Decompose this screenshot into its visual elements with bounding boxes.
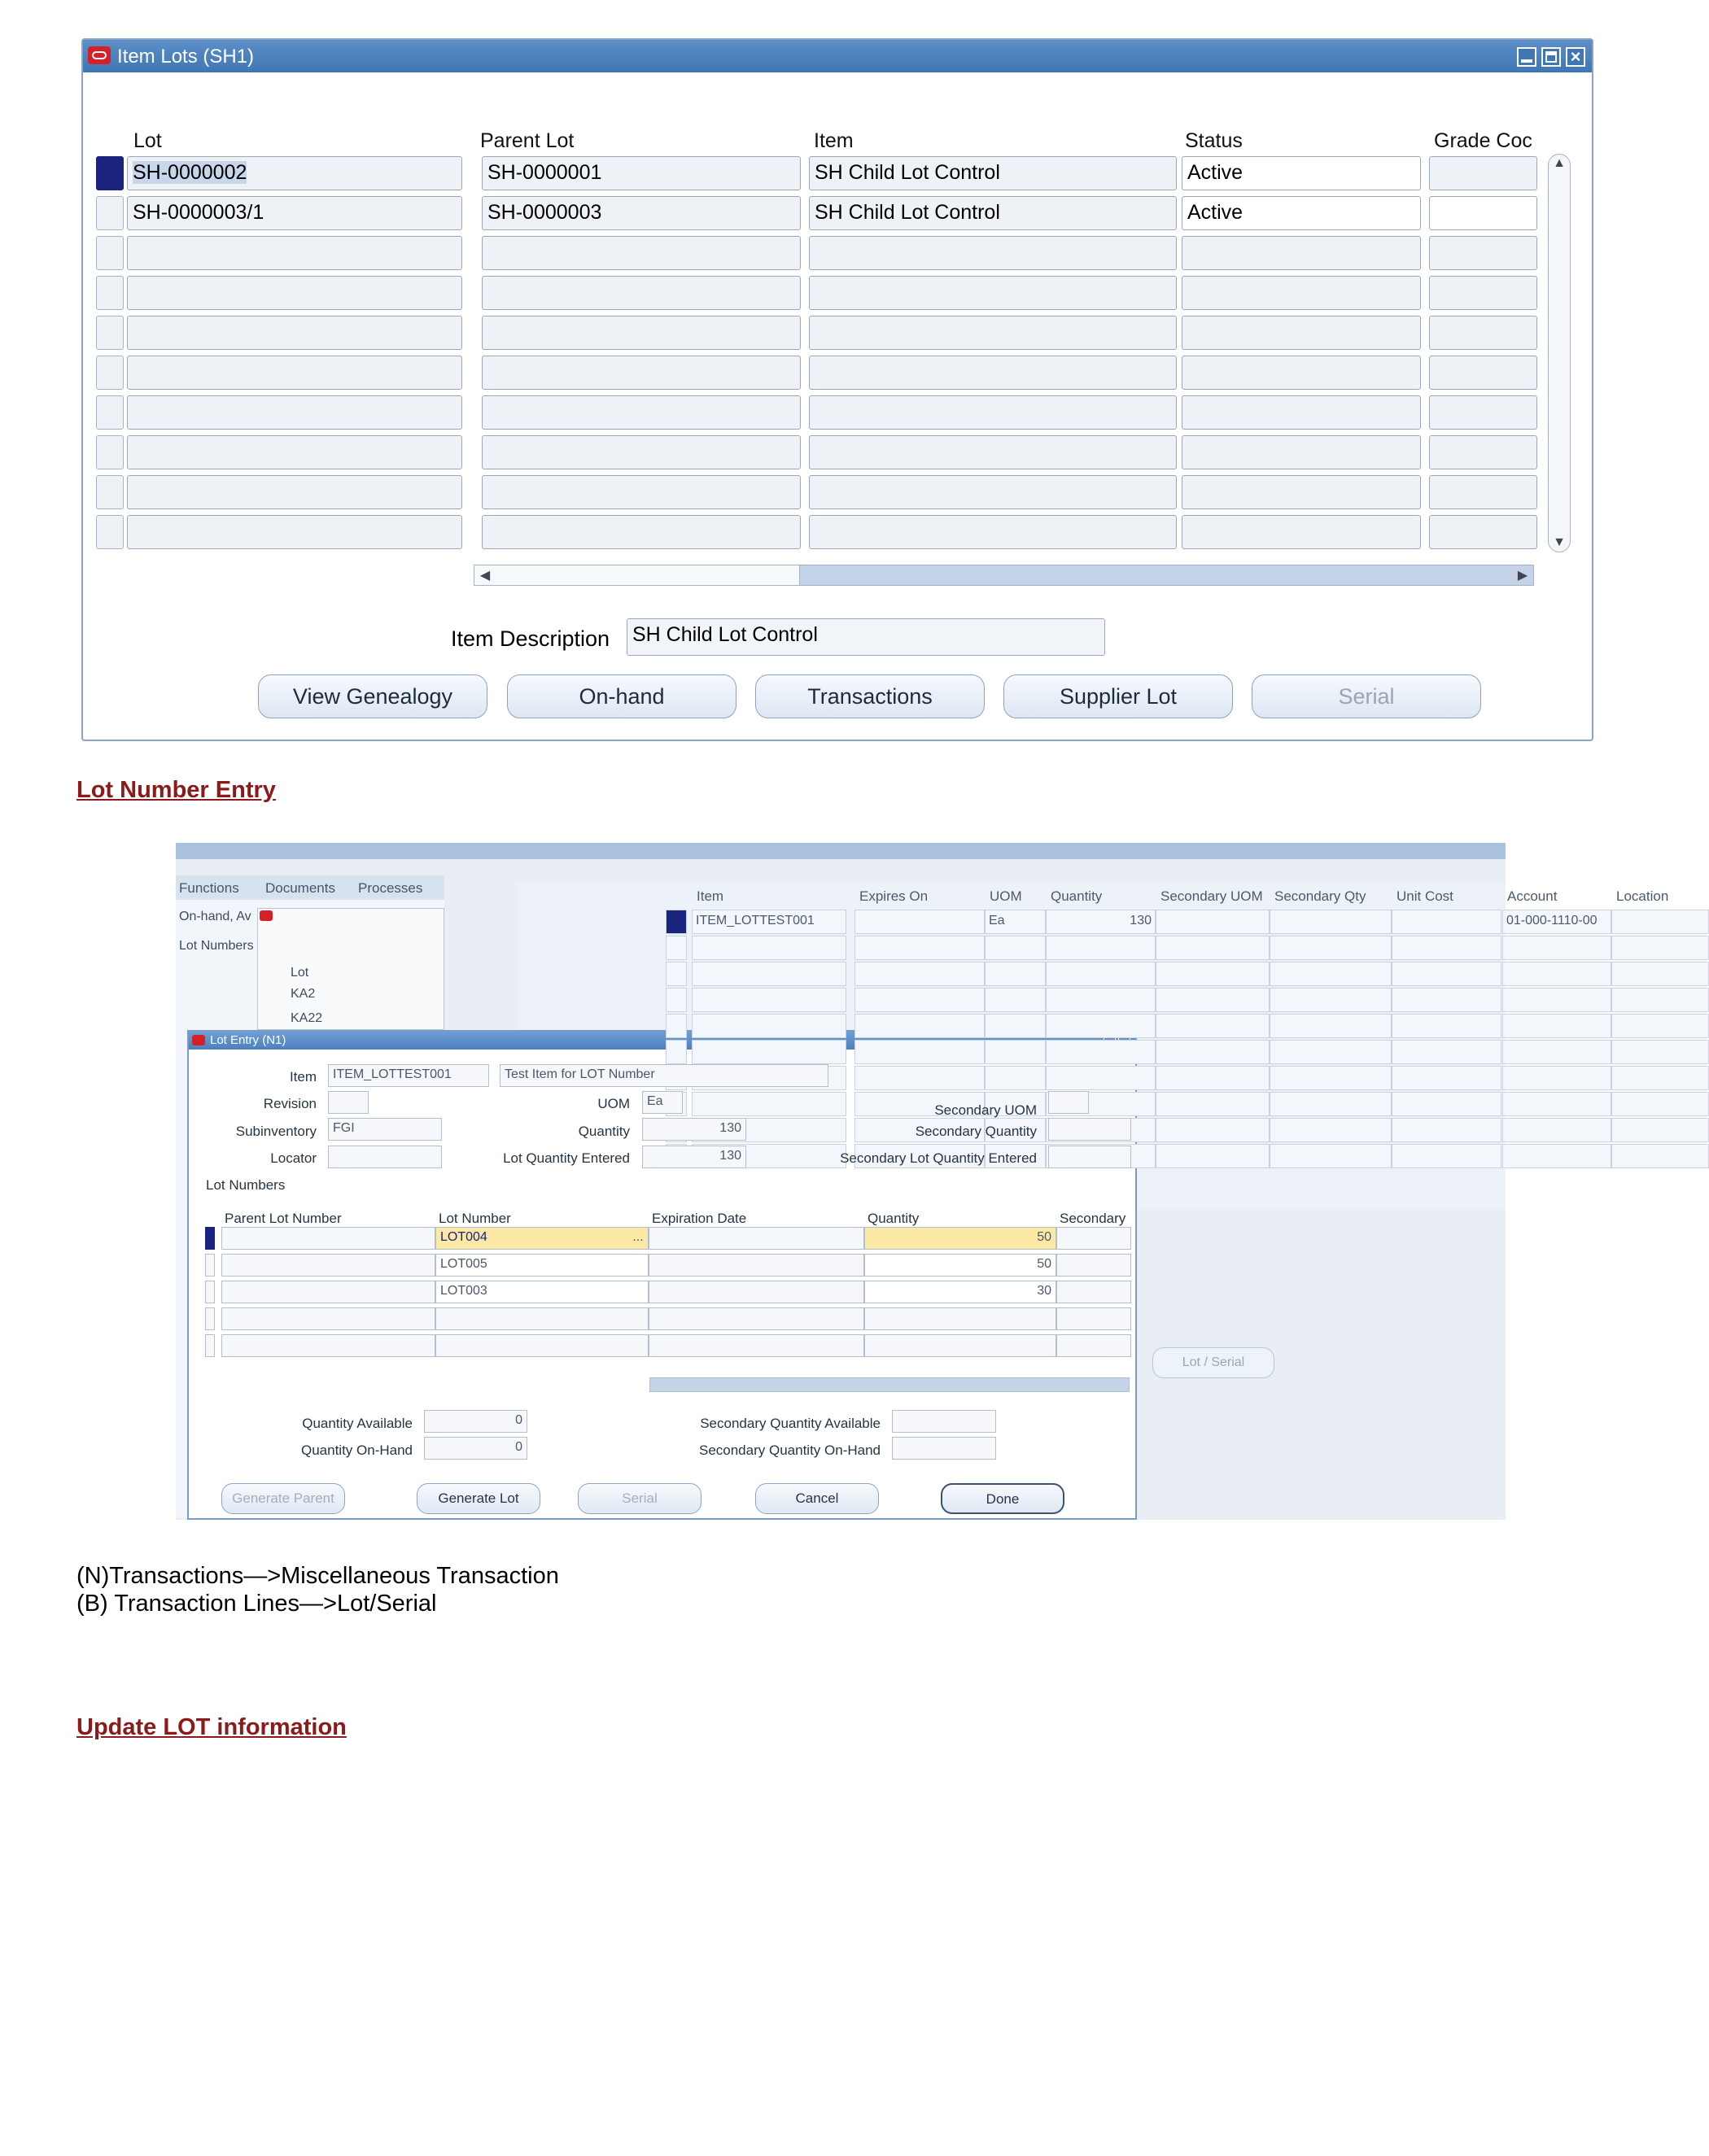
grid-header: Location [1616, 888, 1669, 904]
grid-cell[interactable] [1502, 1144, 1611, 1168]
grid-cell[interactable]: 130 [1046, 910, 1156, 934]
grid-header: Expires On [859, 888, 929, 904]
row-indicator[interactable] [96, 316, 124, 350]
grid-cell[interactable] [692, 962, 846, 986]
empty-cell[interactable] [1429, 435, 1537, 469]
grid-cell[interactable] [1046, 1014, 1156, 1038]
empty-cell[interactable] [1429, 356, 1537, 390]
sec-qty-onhand-field[interactable] [892, 1437, 996, 1460]
grid-cell[interactable] [1611, 962, 1709, 986]
empty-cell[interactable] [127, 276, 462, 310]
grid-cell[interactable] [1611, 1118, 1709, 1142]
empty-cell[interactable] [1182, 356, 1421, 390]
lot-value[interactable]: KA2 [291, 987, 316, 1001]
grid-header: Secondary Qty [1274, 888, 1366, 904]
row-indicator[interactable] [666, 962, 687, 986]
horizontal-scrollbar[interactable] [474, 565, 1534, 586]
empty-cell[interactable] [127, 475, 462, 509]
lot-grid-header: Quantity [868, 1211, 920, 1226]
grid-cell[interactable] [1270, 1066, 1392, 1090]
grid-cell[interactable] [1502, 962, 1611, 986]
update-lot-heading[interactable]: Update LOT information [76, 1714, 347, 1740]
lot-quantity-cell[interactable]: 30 [864, 1281, 1056, 1303]
empty-cell[interactable] [482, 395, 801, 430]
lot-grid-cell[interactable] [221, 1281, 435, 1303]
lot-grid-header: Expiration Date [652, 1211, 747, 1226]
empty-cell[interactable] [1182, 395, 1421, 430]
lot-grid-header: Parent Lot Number [225, 1211, 342, 1226]
oracle-logo-icon [88, 46, 111, 64]
subinventory-label: Subinventory [235, 1124, 317, 1139]
grid-cell[interactable] [1392, 936, 1501, 960]
lot-qty-entered-label: Lot Quantity Entered [503, 1150, 630, 1166]
secondary-uom-label: Secondary UOM [934, 1102, 1037, 1118]
revision-field[interactable] [328, 1091, 369, 1114]
grid-cell[interactable] [1046, 936, 1156, 960]
empty-cell[interactable] [482, 276, 801, 310]
lot-grid-cell[interactable] [864, 1307, 1056, 1330]
grid-header: Item [697, 888, 724, 904]
empty-cell[interactable] [809, 515, 1177, 549]
empty-cell[interactable] [127, 395, 462, 430]
background-title-bar [176, 843, 1506, 859]
row-indicator[interactable] [96, 475, 124, 509]
locator-label: Locator [270, 1150, 317, 1166]
view-genealogy-button[interactable]: View Genealogy [258, 674, 487, 718]
empty-cell[interactable] [482, 316, 801, 350]
scroll-track[interactable] [800, 565, 1533, 585]
sec-qty-available-label: Secondary Quantity Available [700, 1416, 881, 1431]
grid-cell[interactable] [854, 1040, 985, 1064]
empty-cell[interactable] [482, 356, 801, 390]
col-header-item: Item [814, 129, 854, 152]
list-of-values-icon[interactable]: … [632, 1230, 644, 1243]
lot-entry-title: Lot Entry (N1) [210, 1033, 286, 1047]
lot-grid-cell[interactable] [1056, 1254, 1131, 1277]
nav-lot-numbers-label[interactable]: Lot Numbers [179, 939, 254, 953]
uom-label: UOM [597, 1096, 630, 1111]
grid-cell[interactable] [1156, 910, 1270, 934]
grid-header: Unit Cost [1396, 888, 1453, 904]
lot-grid-cell[interactable] [649, 1281, 864, 1303]
qty-onhand-field[interactable]: 0 [424, 1437, 527, 1460]
generate-lot-button[interactable]: Generate Lot [417, 1483, 540, 1514]
grid-cell[interactable] [1502, 1014, 1611, 1038]
nav-onhand-label[interactable]: On-hand, Av [179, 910, 251, 923]
empty-cell[interactable] [1182, 475, 1421, 509]
grid-cell[interactable] [1156, 988, 1270, 1012]
grid-cell[interactable] [1046, 988, 1156, 1012]
status-cell[interactable]: Active [1182, 196, 1421, 230]
grid-cell[interactable] [1502, 936, 1611, 960]
supplier-lot-button[interactable]: Supplier Lot [1003, 674, 1233, 718]
lot-grid-cell[interactable] [221, 1227, 435, 1250]
oracle-logo-icon [192, 1035, 205, 1045]
row-indicator[interactable] [96, 196, 124, 230]
grid-cell[interactable] [1392, 1092, 1501, 1116]
row-indicator[interactable] [205, 1227, 215, 1250]
grid-cell[interactable] [1611, 1066, 1709, 1090]
empty-cell[interactable] [1429, 316, 1537, 350]
grid-cell[interactable] [692, 988, 846, 1012]
grid-cell[interactable] [1502, 988, 1611, 1012]
lot-grid-header: Secondary [1060, 1211, 1126, 1226]
maximize-icon[interactable] [1541, 47, 1561, 67]
lot-number-cell[interactable]: LOT004 [435, 1227, 649, 1250]
empty-cell[interactable] [1182, 515, 1421, 549]
item-description-label: Item Description [451, 626, 610, 651]
grid-cell[interactable] [854, 988, 985, 1012]
quantity-label: Quantity [578, 1124, 630, 1139]
empty-cell[interactable] [809, 356, 1177, 390]
empty-cell[interactable] [1182, 435, 1421, 469]
lot-grid-scrollbar[interactable] [649, 1377, 1130, 1392]
grid-cell[interactable] [1046, 962, 1156, 986]
lot-quantity-cell[interactable]: 50 [864, 1254, 1056, 1277]
lot-number-cell[interactable]: LOT003 [435, 1281, 649, 1303]
empty-cell[interactable] [127, 356, 462, 390]
nav-path-line-2: (B) Transaction Lines—>Lot/Serial [76, 1591, 437, 1617]
item-field[interactable]: ITEM_LOTTEST001 [328, 1064, 489, 1087]
grid-cell[interactable] [1046, 1066, 1156, 1090]
item-lots-title-bar[interactable] [83, 40, 1592, 72]
done-button[interactable]: Done [941, 1483, 1064, 1514]
grid-cell[interactable]: Ea [985, 910, 1046, 934]
grade-code-cell[interactable] [1429, 156, 1537, 190]
secondary-uom-field[interactable] [1048, 1091, 1089, 1114]
on-hand-button[interactable]: On-hand [507, 674, 736, 718]
empty-cell[interactable] [809, 435, 1177, 469]
nav-path-line-1: (N)Transactions—>Miscellaneous Transaction [76, 1563, 559, 1589]
lot-grid-cell[interactable] [1056, 1334, 1131, 1357]
sec-qty-onhand-label: Secondary Quantity On-Hand [698, 1442, 881, 1458]
empty-cell[interactable] [809, 395, 1177, 430]
item-cell[interactable]: SH Child Lot Control [809, 196, 1177, 230]
empty-cell[interactable] [809, 316, 1177, 350]
grid-cell[interactable] [985, 962, 1046, 986]
col-header-grade-code: Grade Coc [1434, 129, 1532, 152]
secondary-quantity-label: Secondary Quantity [915, 1124, 1037, 1139]
grid-cell[interactable] [1156, 1014, 1270, 1038]
grid-cell[interactable] [1156, 1118, 1270, 1142]
lot-serial-button[interactable]: Lot / Serial [1152, 1347, 1274, 1378]
grid-cell[interactable]: ITEM_LOTTEST001 [692, 910, 846, 934]
col-header-parent-lot: Parent Lot [480, 129, 575, 152]
row-indicator[interactable] [96, 435, 124, 469]
empty-cell[interactable] [809, 236, 1177, 270]
row-indicator[interactable] [96, 276, 124, 310]
row-indicator[interactable] [96, 356, 124, 390]
lot-grid-cell[interactable] [221, 1307, 435, 1330]
cancel-button[interactable]: Cancel [755, 1483, 879, 1514]
grid-cell[interactable] [1392, 962, 1501, 986]
empty-cell[interactable] [1182, 276, 1421, 310]
grid-cell[interactable] [1502, 1118, 1611, 1142]
row-indicator[interactable] [205, 1254, 215, 1277]
grid-cell[interactable] [1611, 936, 1709, 960]
scroll-down-icon[interactable]: ▼ [1553, 535, 1566, 549]
grid-cell[interactable] [1611, 1092, 1709, 1116]
item-cell[interactable]: SH Child Lot Control [809, 156, 1177, 190]
tab-processes[interactable]: Processes [358, 880, 423, 896]
grid-cell[interactable] [1270, 936, 1392, 960]
grid-cell[interactable] [692, 1092, 846, 1116]
grid-cell[interactable] [1270, 1040, 1392, 1064]
lot-numbers-label: Lot Numbers [206, 1177, 286, 1193]
grid-cell[interactable] [1270, 1118, 1392, 1142]
row-indicator[interactable] [666, 936, 687, 960]
lot-grid-cell[interactable] [864, 1334, 1056, 1357]
empty-cell[interactable] [1429, 236, 1537, 270]
grid-cell[interactable] [1392, 1040, 1501, 1064]
lot-grid-header: Lot Number [439, 1211, 511, 1226]
lot-grid-cell[interactable] [1056, 1307, 1131, 1330]
row-indicator[interactable] [666, 988, 687, 1012]
grid-cell[interactable] [1156, 936, 1270, 960]
grid-cell[interactable] [1270, 988, 1392, 1012]
grid-cell[interactable] [985, 988, 1046, 1012]
grid-cell[interactable] [1392, 1118, 1501, 1142]
grid-cell[interactable] [854, 1066, 985, 1090]
item-description-field[interactable]: Test Item for LOT Number [500, 1064, 828, 1087]
lot-grid-cell[interactable] [221, 1254, 435, 1277]
empty-cell[interactable] [1429, 276, 1537, 310]
scroll-right-icon[interactable]: ▶ [1517, 569, 1528, 583]
grid-header: Secondary UOM [1160, 888, 1263, 904]
grid-cell[interactable] [854, 936, 985, 960]
grid-cell[interactable] [1392, 910, 1501, 934]
grid-cell[interactable] [1270, 910, 1392, 934]
scroll-up-icon[interactable]: ▲ [1553, 156, 1566, 170]
grid-cell[interactable] [1156, 1066, 1270, 1090]
grid-header: Quantity [1051, 888, 1103, 904]
scroll-thumb[interactable] [474, 565, 800, 585]
grid-cell[interactable] [985, 936, 1046, 960]
grid-header: Account [1507, 888, 1558, 904]
grid-cell[interactable] [1502, 1092, 1611, 1116]
serial-button: Serial [1252, 674, 1481, 718]
lot-grid-cell[interactable] [649, 1254, 864, 1277]
empty-cell[interactable] [1429, 475, 1537, 509]
row-indicator[interactable] [96, 236, 124, 270]
row-indicator[interactable] [205, 1334, 215, 1357]
secondary-lot-qty-field[interactable] [1048, 1146, 1131, 1168]
empty-cell[interactable] [482, 435, 801, 469]
grid-cell[interactable] [1502, 1040, 1611, 1064]
lot-grid-cell[interactable] [435, 1307, 649, 1330]
grid-cell[interactable] [692, 936, 846, 960]
grid-cell[interactable] [985, 1014, 1046, 1038]
empty-cell[interactable] [1429, 515, 1537, 549]
lot-number-cell[interactable]: LOT005 [435, 1254, 649, 1277]
empty-cell[interactable] [1182, 316, 1421, 350]
grid-cell[interactable] [1156, 1040, 1270, 1064]
revision-label: Revision [263, 1096, 317, 1111]
lot-number-entry-heading[interactable]: Lot Number Entry [76, 777, 276, 803]
grid-cell[interactable] [854, 1014, 985, 1038]
empty-cell[interactable] [127, 316, 462, 350]
qty-onhand-label: Quantity On-Hand [300, 1442, 413, 1458]
empty-cell[interactable] [809, 475, 1177, 509]
tab-functions[interactable]: Functions [179, 880, 239, 896]
grid-cell[interactable] [1611, 1014, 1709, 1038]
locator-field[interactable] [328, 1146, 442, 1168]
lot-grid-cell[interactable] [1056, 1281, 1131, 1303]
grid-cell[interactable]: 01-000-1110-00 [1502, 910, 1611, 934]
grid-cell[interactable] [1156, 962, 1270, 986]
empty-cell[interactable] [127, 435, 462, 469]
generate-parent-button: Generate Parent [221, 1483, 345, 1514]
grid-cell[interactable] [1611, 910, 1709, 934]
lot-value[interactable]: KA22 [291, 1011, 323, 1025]
qty-available-field[interactable]: 0 [424, 1410, 527, 1433]
close-icon[interactable]: × [1566, 47, 1585, 67]
empty-cell[interactable] [482, 475, 801, 509]
scroll-left-icon[interactable]: ◀ [479, 569, 491, 583]
lot-cell[interactable]: SH-0000003/1 [127, 196, 462, 230]
sec-qty-available-field[interactable] [892, 1410, 996, 1433]
grid-cell[interactable] [1502, 1066, 1611, 1090]
grid-cell[interactable] [854, 962, 985, 986]
grid-cell[interactable] [1392, 1014, 1501, 1038]
window-title: Item Lots (SH1) [117, 46, 255, 68]
empty-cell[interactable] [1429, 395, 1537, 430]
grid-cell[interactable] [1611, 1040, 1709, 1064]
grid-cell[interactable] [1392, 988, 1501, 1012]
uom-field[interactable]: Ea [642, 1091, 683, 1114]
lot-list-window [257, 908, 444, 1030]
row-indicator[interactable] [96, 395, 124, 430]
lot-grid-cell[interactable] [435, 1334, 649, 1357]
row-indicator[interactable] [666, 910, 687, 934]
grid-cell[interactable] [985, 1066, 1046, 1090]
parent-lot-cell[interactable]: SH-0000001 [482, 156, 801, 190]
lot-grid-cell[interactable] [649, 1307, 864, 1330]
secondary-quantity-field[interactable] [1048, 1118, 1131, 1141]
grid-cell[interactable] [1270, 1144, 1392, 1168]
lot-cell[interactable]: SH-0000002 [127, 156, 462, 190]
row-indicator[interactable] [205, 1307, 215, 1330]
row-indicator[interactable] [96, 515, 124, 549]
parent-lot-cell[interactable]: SH-0000003 [482, 196, 801, 230]
lot-grid-cell[interactable] [649, 1334, 864, 1357]
grid-header: UOM [990, 888, 1022, 904]
status-cell[interactable]: Active [1182, 156, 1421, 190]
empty-cell[interactable] [1182, 236, 1421, 270]
quantity-field[interactable]: 130 [642, 1118, 746, 1141]
grid-cell[interactable] [1611, 988, 1709, 1012]
col-header-status: Status [1185, 129, 1243, 152]
grid-cell[interactable] [1156, 1144, 1270, 1168]
lot-grid-cell[interactable] [649, 1227, 864, 1250]
empty-cell[interactable] [127, 236, 462, 270]
vertical-scrollbar[interactable] [1548, 154, 1571, 552]
transactions-button[interactable]: Transactions [755, 674, 985, 718]
secondary-lot-qty-label: Secondary Lot Quantity Entered [840, 1150, 1037, 1166]
empty-cell[interactable] [482, 236, 801, 270]
grid-cell[interactable] [1392, 1144, 1501, 1168]
row-indicator[interactable] [666, 1014, 687, 1038]
lot-qty-entered-field[interactable]: 130 [642, 1146, 746, 1168]
grade-code-cell[interactable] [1429, 196, 1537, 230]
lot-grid-cell[interactable] [1056, 1227, 1131, 1250]
grid-cell[interactable] [985, 1040, 1046, 1064]
grid-cell[interactable] [854, 910, 985, 934]
grid-cell[interactable] [692, 1014, 846, 1038]
minimize-icon[interactable] [1517, 47, 1536, 67]
col-header-lot: Lot [133, 129, 162, 152]
item-description-field[interactable]: SH Child Lot Control [627, 618, 1105, 656]
subinventory-field[interactable]: FGI [328, 1118, 442, 1141]
grid-cell[interactable] [1270, 962, 1392, 986]
grid-cell[interactable] [1270, 1092, 1392, 1116]
serial-button-dialog: Serial [578, 1483, 702, 1514]
grid-cell[interactable] [1270, 1014, 1392, 1038]
grid-cell[interactable] [1611, 1144, 1709, 1168]
lot-col-label: Lot [291, 966, 309, 980]
oracle-logo-icon [260, 910, 273, 921]
row-indicator[interactable] [666, 1040, 687, 1064]
lot-quantity-cell[interactable]: 50 [864, 1227, 1056, 1250]
lot-grid-cell[interactable] [221, 1334, 435, 1357]
empty-cell[interactable] [482, 515, 801, 549]
grid-cell[interactable] [1156, 1092, 1270, 1116]
empty-cell[interactable] [809, 276, 1177, 310]
row-indicator-current[interactable] [96, 156, 124, 190]
grid-cell[interactable] [1392, 1066, 1501, 1090]
empty-cell[interactable] [127, 515, 462, 549]
grid-cell[interactable] [692, 1040, 846, 1064]
item-label: Item [289, 1069, 317, 1085]
tab-documents[interactable]: Documents [265, 880, 335, 896]
qty-available-label: Quantity Available [302, 1416, 413, 1431]
item-lots-window [81, 38, 1593, 741]
row-indicator[interactable] [205, 1281, 215, 1303]
grid-cell[interactable] [1046, 1040, 1156, 1064]
